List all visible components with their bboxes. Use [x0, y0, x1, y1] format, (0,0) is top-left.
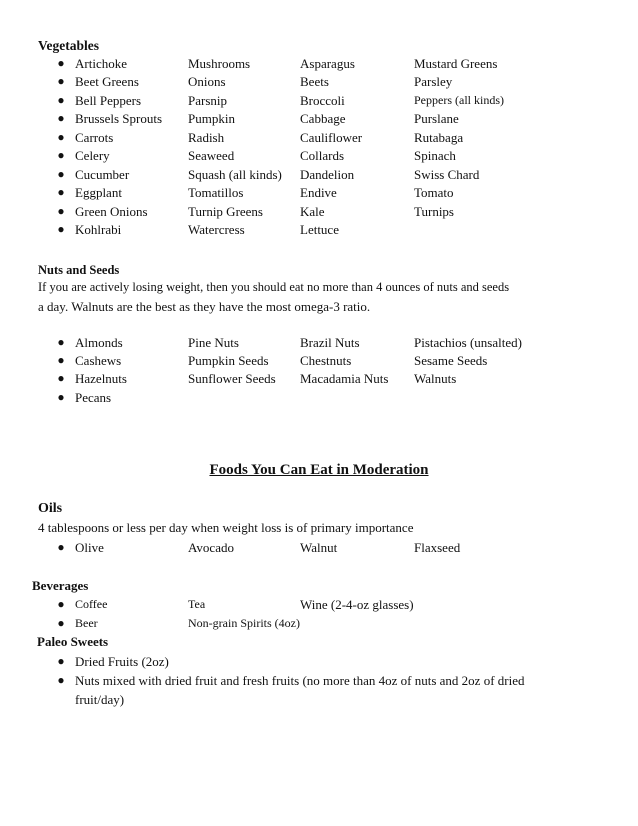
list-cell: Eggplant [75, 185, 122, 200]
list-cell: Turnip Greens [188, 204, 263, 219]
list-cell: Beet Greens [75, 74, 139, 89]
list-item [0, 616, 638, 634]
list-cell: Green Onions [75, 204, 148, 219]
bullet-icon: ● [57, 167, 65, 181]
list-cell: Cabbage [300, 111, 346, 126]
list-cell: Cauliflower [300, 130, 363, 145]
list-cell: Walnut [300, 540, 338, 555]
list-cell: Almonds [75, 335, 123, 350]
list-cell: Brazil Nuts [300, 335, 360, 350]
nuts-description: a day. Walnuts are the best as they have the most omega-3 ratio. [38, 299, 371, 314]
bullet-icon: ● [57, 616, 65, 630]
list-item [0, 222, 638, 240]
bullet-icon: ● [57, 673, 65, 687]
list-cell: Kale [300, 204, 325, 219]
list-cell: Parsley [414, 74, 453, 89]
list-cell: Pecans [75, 390, 112, 405]
bullet-icon: ● [57, 148, 65, 162]
list-item [0, 335, 638, 353]
bullet-icon: ● [57, 390, 65, 404]
bullet-icon: ● [57, 540, 65, 554]
list-cell: Wine (2-4-oz glasses) [300, 597, 414, 612]
list-cell: Hazelnuts [75, 371, 127, 386]
list-item [0, 390, 638, 408]
list-item [0, 597, 638, 615]
list-cell: Carrots [75, 130, 114, 145]
list-cell: Spinach [414, 148, 456, 163]
list-cell: Endive [300, 185, 337, 200]
list-cell: Swiss Chard [414, 167, 480, 182]
list-cell: Purslane [414, 111, 459, 126]
list-cell: Coffee [75, 597, 108, 611]
list-cell-continuation: fruit/day) [75, 692, 125, 707]
list-item [0, 130, 638, 148]
list-cell: Onions [188, 74, 226, 89]
nuts-heading: Nuts and Seeds [38, 263, 120, 277]
moderation-title: Foods You Can Eat in Moderation [209, 462, 429, 478]
list-item [0, 540, 638, 558]
list-cell: Collards [300, 148, 345, 163]
bullet-icon: ● [57, 353, 65, 367]
list-cell: Watercress [188, 222, 245, 237]
vegetables-heading: Vegetables [38, 38, 99, 53]
list-cell: Sesame Seeds [414, 353, 488, 368]
list-cell: Asparagus [300, 56, 355, 71]
bullet-icon: ● [57, 654, 65, 668]
list-cell: Pistachios (unsalted) [414, 335, 522, 350]
list-item [0, 93, 638, 111]
list-cell: Artichoke [75, 56, 127, 71]
list-cell: Flaxseed [414, 540, 461, 555]
bullet-icon: ● [57, 185, 65, 199]
oils-heading: Oils [38, 501, 63, 516]
list-cell: Seaweed [188, 148, 235, 163]
list-cell: Squash (all kinds) [188, 167, 282, 182]
bullet-icon: ● [57, 222, 65, 236]
list-cell: Cashews [75, 353, 122, 368]
list-cell: Nuts mixed with dried fruit and fresh fruits (no more than 4oz of nuts and 2oz of dried [75, 673, 525, 688]
list-item [0, 371, 638, 389]
list-item [0, 111, 638, 129]
list-cell: Walnuts [414, 371, 457, 386]
nuts-description: If you are actively losing weight, then you should eat no more than 4 ounces of nuts and seeds [38, 280, 510, 294]
list-item [0, 56, 638, 74]
bullet-icon: ● [57, 74, 65, 88]
bullet-icon: ● [57, 111, 65, 125]
list-cell: Mushrooms [188, 56, 251, 71]
beverages-heading: Beverages [32, 578, 89, 593]
list-cell: Sunflower Seeds [188, 371, 276, 386]
list-cell: Beer [75, 616, 98, 630]
list-cell: Non-grain Spirits (4oz) [188, 616, 300, 630]
list-cell: Radish [188, 130, 225, 145]
list-cell: Dandelion [300, 167, 355, 182]
list-cell: Pine Nuts [188, 335, 239, 350]
list-cell: Macadamia Nuts [300, 371, 389, 386]
list-cell: Cucumber [75, 167, 130, 182]
list-cell: Beets [300, 74, 329, 89]
bullet-icon: ● [57, 93, 65, 107]
bullet-icon: ● [57, 56, 65, 70]
bullet-icon: ● [57, 204, 65, 218]
list-cell: Dried Fruits (2oz) [75, 654, 169, 669]
list-item [0, 204, 638, 222]
list-item [0, 673, 638, 691]
list-cell: Turnips [414, 204, 454, 219]
list-cell: Lettuce [300, 222, 339, 237]
paleo-sweets-heading: Paleo Sweets [37, 634, 109, 649]
list-cell: Tomatillos [188, 185, 244, 200]
list-item [0, 353, 638, 371]
list-item [0, 74, 638, 92]
bullet-icon: ● [57, 371, 65, 385]
bullet-icon: ● [57, 335, 65, 349]
list-item [0, 148, 638, 166]
list-cell: Broccoli [300, 93, 345, 108]
list-cell: Peppers (all kinds) [414, 93, 504, 107]
list-cell: Mustard Greens [414, 56, 498, 71]
list-cell: Celery [75, 148, 110, 163]
list-cell: Rutabaga [414, 130, 464, 145]
list-item [0, 654, 638, 672]
list-cell: Bell Peppers [75, 93, 142, 108]
list-cell: Avocado [188, 540, 234, 555]
bullet-icon: ● [57, 597, 65, 611]
list-cell: Parsnip [188, 93, 227, 108]
list-cell: Olive [75, 540, 104, 555]
list-cell: Brussels Sprouts [75, 111, 163, 126]
list-cell: Pumpkin Seeds [188, 353, 269, 368]
list-item [0, 167, 638, 185]
list-cell: Chestnuts [300, 353, 352, 368]
bullet-icon: ● [57, 130, 65, 144]
list-cell: Tomato [414, 185, 454, 200]
list-cell: Pumpkin [188, 111, 235, 126]
list-cell: Kohlrabi [75, 222, 122, 237]
list-item [0, 185, 638, 203]
list-cell: Tea [188, 597, 206, 611]
oils-description: 4 tablespoons or less per day when weight loss is of primary importance [38, 520, 414, 535]
